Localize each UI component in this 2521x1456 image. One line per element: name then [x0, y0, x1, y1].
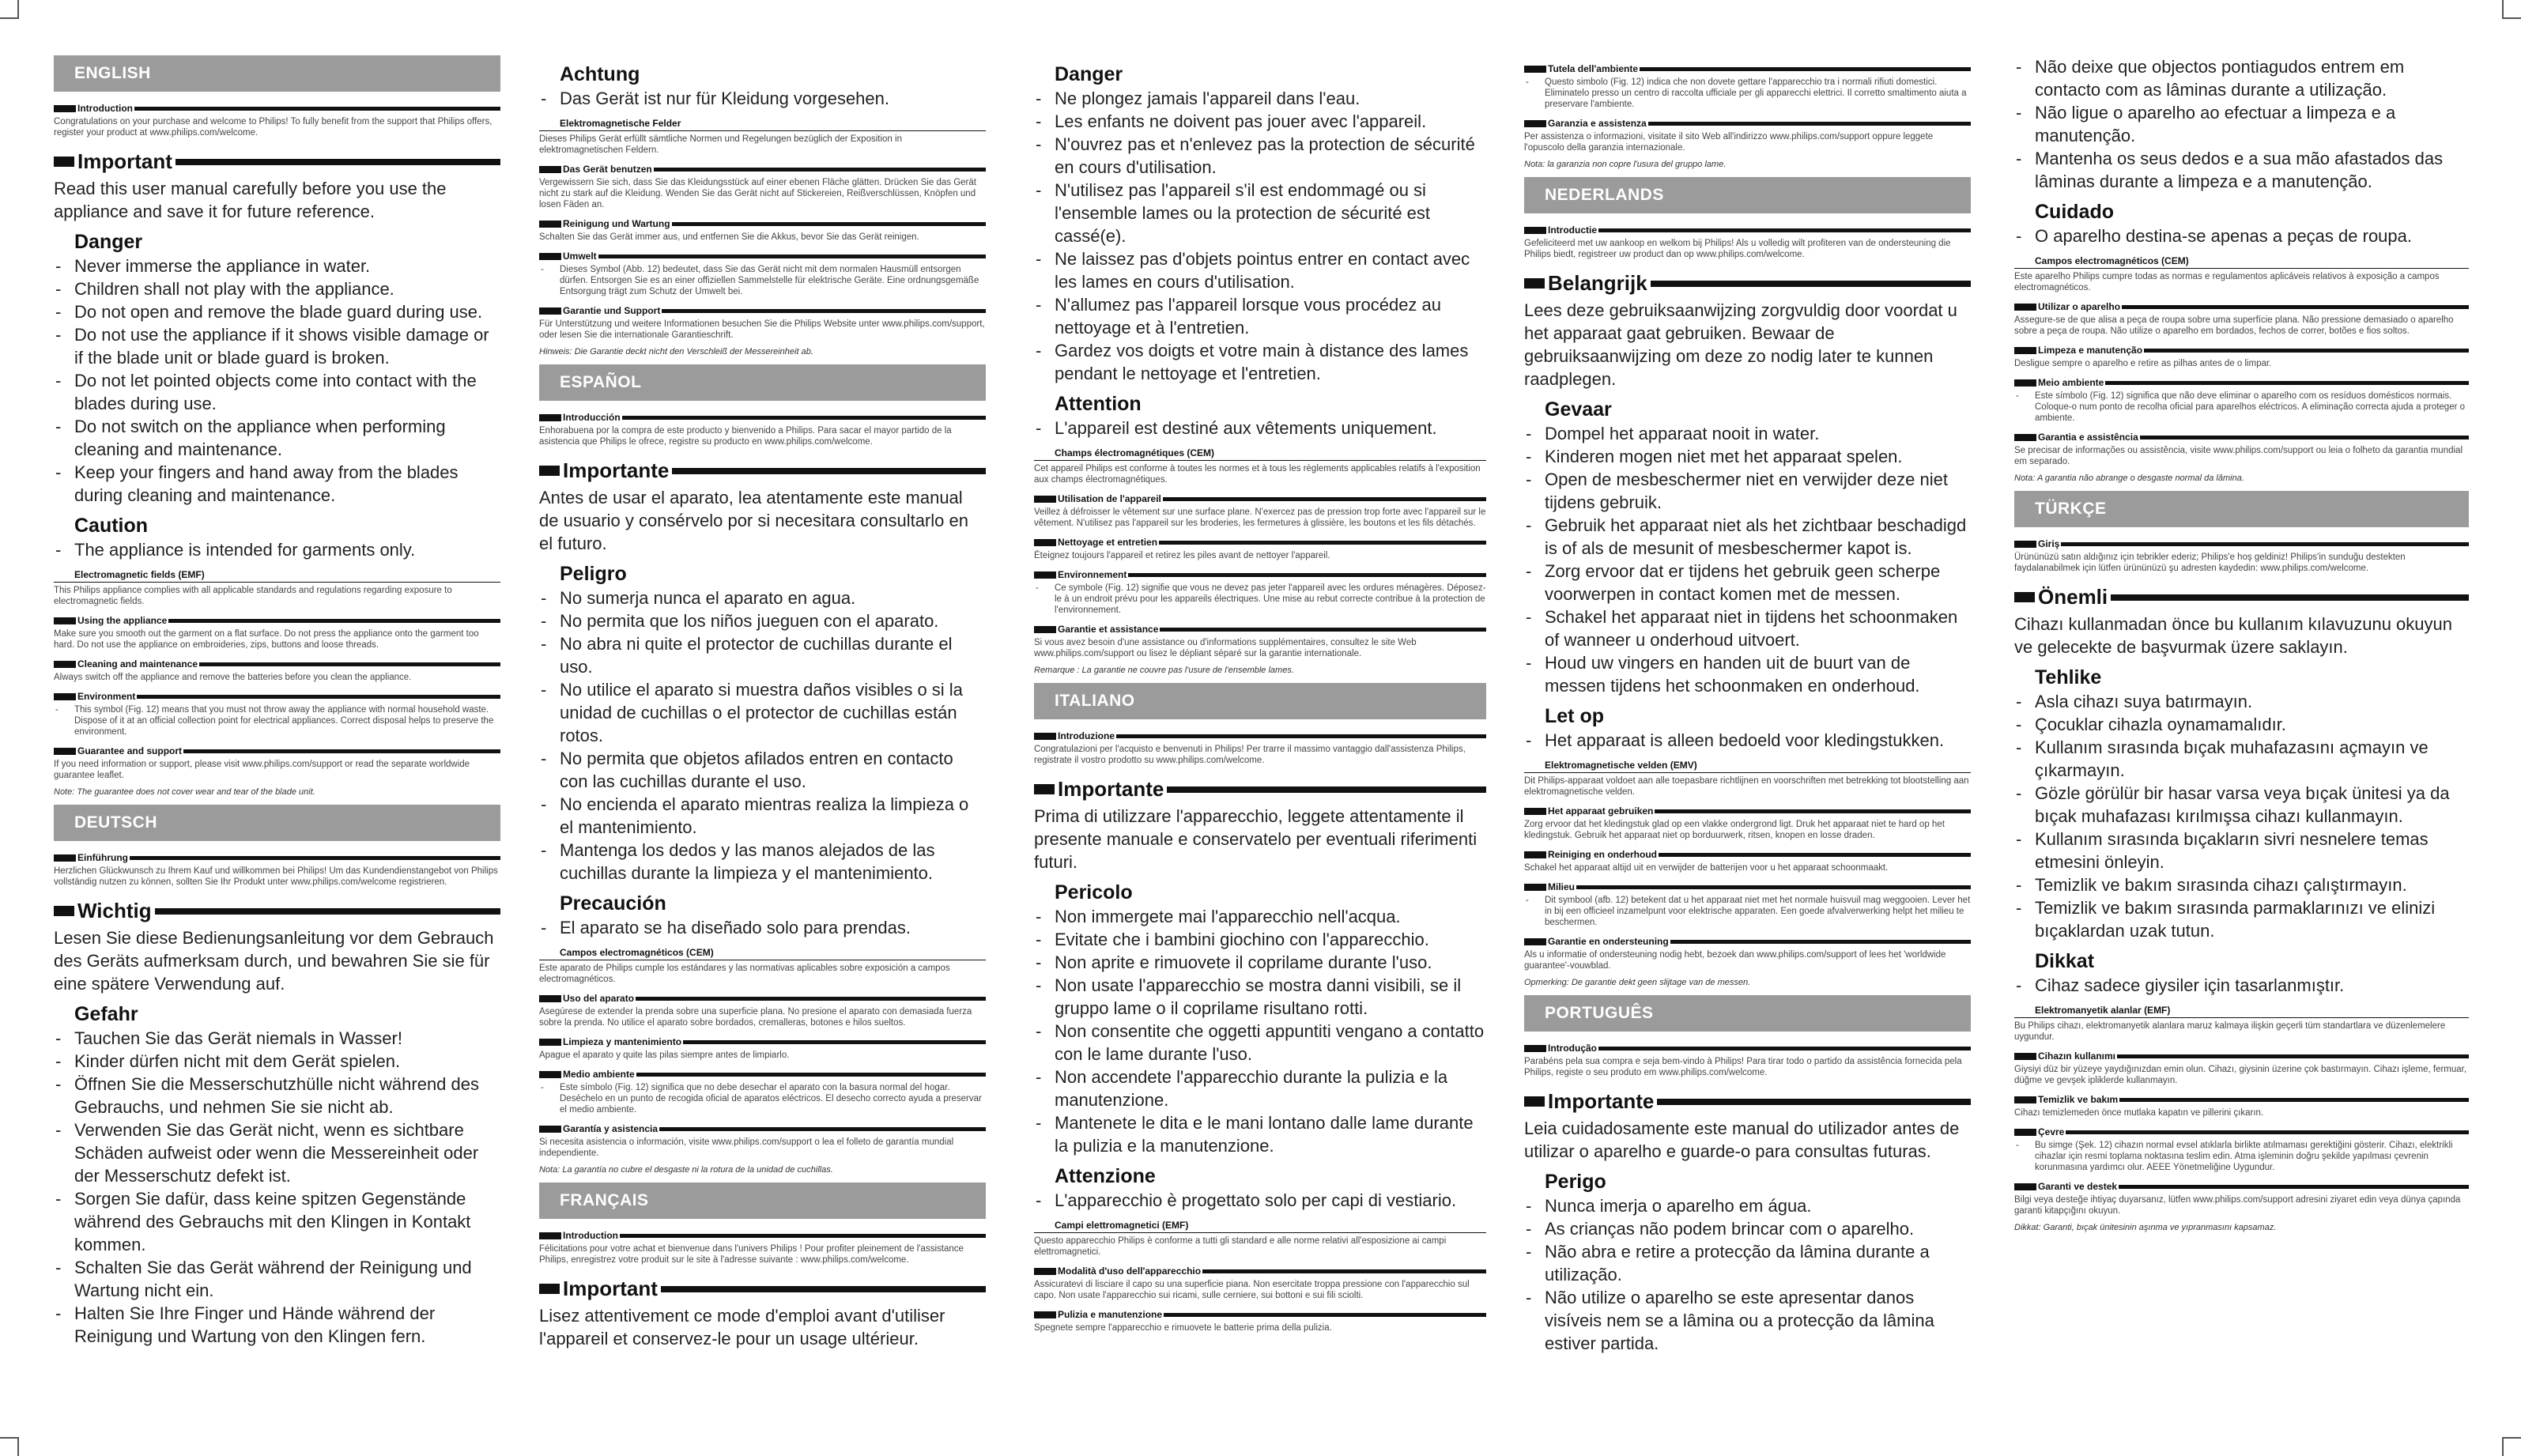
- warning-heading: Attenzione: [1055, 1165, 1156, 1187]
- section-heading: Elektromagnetische velden (EMV): [1524, 760, 1971, 773]
- section-heading: Het apparaat gebruiken: [1524, 805, 1971, 817]
- body-text: Asegúrese de extender la prenda sobre una superficie plana. No presione el aparato con demasiada fuerza sobre la prenda. No utilice el aparato sobre bordados, cremalleras, botones e hilos sueltos.: [539, 1007, 972, 1028]
- list-item: - Schalten Sie das Gerät während der Reinigung und Wartung nicht ein.: [54, 1256, 500, 1302]
- guarantee-note: Remarque : La garantie ne couvre pas l'usure de l'ensemble lames.: [1034, 666, 1294, 675]
- body-text: Dieses Philips Gerät erfüllt sämtliche Normen und Regelungen bezüglich der Exposition in elektromagnetischen Feldern.: [539, 134, 902, 155]
- body-text: Cihazı temizlemeden önce mutlaka kapatın ve pillerini çıkarın.: [2014, 1108, 2264, 1118]
- list-item: - Dit symbool (afb. 12) betekent dat u het apparaat niet met het normale huisvuil mag weggooien. Lever het in bij een officieel inzamelpunt voor elektrische apparaten. Een goede afvalverwerking helpt het milieu te beschermen.: [1524, 895, 1971, 928]
- section-heading: Giriş: [2014, 538, 2469, 549]
- important-heading: Important: [539, 1277, 986, 1301]
- body-text: Cet appareil Philips est conforme à toutes les normes et à tous les règlements applicables relatifs à l'exposition aux champs électromagnétiques.: [1034, 464, 1481, 485]
- crop-mark: [2502, 1437, 2504, 1456]
- instruction-list: [2014, 224, 2469, 247]
- instruction-list: [2014, 55, 2469, 193]
- section-heading: Uso del aparato: [539, 993, 986, 1004]
- section-heading: Introduzione: [1034, 730, 1486, 741]
- section-heading: Garantía y asistencia: [539, 1123, 986, 1134]
- list-item: - Kinderen mogen niet met het apparaat spelen.: [1524, 445, 1971, 468]
- instruction-list: [1524, 77, 1971, 110]
- warning-heading: Gefahr: [74, 1003, 138, 1025]
- list-item: - Do not switch on the appliance when performing cleaning and maintenance.: [54, 415, 500, 461]
- warning-heading: Peligro: [560, 563, 627, 585]
- guarantee-note: Nota: la garanzia non copre l'usura del gruppo lame.: [1524, 160, 1727, 169]
- guarantee-note: Hinweis: Die Garantie deckt nicht den Verschleiß der Messereinheit ab.: [539, 347, 813, 356]
- body-text: Always switch off the appliance and remove the batteries before you clean the appliance.: [54, 673, 412, 682]
- list-item: - Kinder dürfen nicht mit dem Gerät spielen.: [54, 1050, 500, 1073]
- list-item: - O aparelho destina-se apenas a peças de roupa.: [2014, 224, 2469, 247]
- crop-mark: [2502, 1437, 2521, 1439]
- section-heading: Pulizia e manutenzione: [1034, 1309, 1486, 1320]
- warning-heading: Danger: [74, 231, 143, 253]
- body-text: Zorg ervoor dat het kledingstuk glad op een vlakke ondergrond ligt. Druk het apparaat niet te hard op het kledingstuk. Gebruik het apparaat niet op borduurwerk, ritsen, knopen en losse draden.: [1524, 820, 1945, 840]
- crop-mark: [0, 1437, 19, 1439]
- guarantee-note: Nota: La garantía no cubre el desgaste ni la rotura de la unidad de cuchillas.: [539, 1165, 833, 1175]
- body-text: Schalten Sie das Gerät immer aus, und entfernen Sie die Akkus, bevor Sie das Gerät reinigen.: [539, 232, 919, 242]
- instruction-list: [539, 1082, 986, 1115]
- list-item: - N'ouvrez pas et n'enlevez pas la protection de sécurité en cours d'utilisation.: [1034, 133, 1486, 179]
- section-heading: Çevre: [2014, 1126, 2469, 1137]
- body-text: Félicitations pour votre achat et bienvenue dans l'univers Philips ! Pour profiter pleinement de l'assistance Philips, enregistrez votre produit sur le site à l'adresse suivante : www.philips.com/welcome.: [539, 1244, 964, 1265]
- list-item: - No permita que objetos afilados entren en contacto con las cuchillas durante el uso.: [539, 747, 986, 793]
- list-item: - No encienda el aparato mientras realiza la limpieza o el mantenimiento.: [539, 793, 986, 839]
- section-heading: Das Gerät benutzen: [539, 164, 986, 175]
- section-heading: Garanti ve destek: [2014, 1181, 2469, 1192]
- list-item: - Het apparaat is alleen bedoeld voor kledingstukken.: [1524, 729, 1971, 752]
- list-item: - N'allumez pas l'appareil lorsque vous procédez au nettoyage et à l'entretien.: [1034, 293, 1486, 339]
- important-text: Antes de usar el aparato, lea atentamente este manual de usuario y consérvelo por si necesitara consultarlo en el futuro.: [539, 488, 968, 553]
- section-heading: Utilizar o aparelho: [2014, 301, 2469, 312]
- body-text: Éteignez toujours l'appareil et retirez les piles avant de nettoyer l'appareil.: [1034, 551, 1330, 560]
- language-heading: TÜRKÇE: [2014, 491, 2469, 527]
- list-item: - Ce symbole (Fig. 12) signifie que vous ne devez pas jeter l'appareil avec les ordures ménagères. Déposez-le à un endroit prévu pour les appareils électriques. Une mise au rebut correcte contribue à la protection de l'environnement.: [1034, 583, 1486, 616]
- instruction-list: [1524, 729, 1971, 752]
- body-text: Ürününüzü satın aldığınız için tebrikler ederiz; Philips'e hoş geldiniz! Philips'in sunduğu destekten faydalanabilmek için lütfen ürününüzü şu adresten kaydedin: www.philips.com/welcome.: [2014, 553, 2406, 573]
- list-item: - Tauchen Sie das Gerät niemals in Wasser!: [54, 1027, 500, 1050]
- list-item: - Sorgen Sie dafür, dass keine spitzen Gegenstände während des Gebrauchs mit den Klingen in Kontakt kommen.: [54, 1187, 500, 1256]
- important-text: Lees deze gebruiksaanwijzing zorgvuldig door voordat u het apparaat gaat gebruiken. Bewaar de gebruiksaanwijzing om deze zo nodig later te kunnen raadplegen.: [1524, 300, 1957, 389]
- list-item: - Kullanım sırasında bıçakların sivri nesnelere temas etmesini önleyin.: [2014, 828, 2469, 873]
- section-heading: Utilisation de l'appareil: [1034, 493, 1486, 504]
- list-item: - No permita que los niños jueguen con el aparato.: [539, 609, 986, 632]
- section-heading: Garantie en ondersteuning: [1524, 936, 1971, 947]
- instruction-list: [54, 538, 500, 561]
- section-heading: Introducción: [539, 412, 986, 423]
- instruction-list: [539, 916, 986, 939]
- section-heading: Elektromagnetische Felder: [539, 118, 986, 131]
- list-item: - Não deixe que objectos pontiagudos entrem em contacto com as lâminas durante a utilização.: [2014, 55, 2469, 101]
- list-item: - As crianças não podem brincar com o aparelho.: [1524, 1217, 1971, 1240]
- section-heading: Introductie: [1524, 224, 1971, 236]
- manual-column-2: [539, 55, 986, 1352]
- warning-heading: Precaución: [560, 892, 666, 915]
- warning-heading: Dikkat: [2035, 950, 2095, 972]
- list-item: - This symbol (Fig. 12) means that you must not throw away the appliance with normal household waste. Dispose of it at an official collection point for electrical appliances. Correct disposal helps to preserve the environment.: [54, 704, 500, 737]
- list-item: - Mantenga los dedos y las manos alejados de las cuchillas durante la limpieza y el mantenimiento.: [539, 839, 986, 885]
- section-heading: Campi elettromagnetici (EMF): [1034, 1220, 1486, 1233]
- list-item: - L'apparecchio è progettato solo per capi di vestiario.: [1034, 1189, 1486, 1212]
- section-heading: Cleaning and maintenance: [54, 658, 500, 670]
- crop-mark: [17, 0, 19, 19]
- guarantee-note: Nota: A garantia não abrange o desgaste normal da lâmina.: [2014, 473, 2244, 483]
- section-heading: Limpieza y mantenimiento: [539, 1036, 986, 1047]
- body-text: This Philips appliance complies with all applicable standards and regulations regarding exposure to electromagnetic fields.: [54, 586, 452, 606]
- list-item: - Gözle görülür bir hasar varsa veya bıçak ünitesi ya da bıçak muhafazası kırılmışsa cihazı kullanmayın.: [2014, 782, 2469, 828]
- section-heading: Introdução: [1524, 1043, 1971, 1054]
- warning-heading: Gevaar: [1545, 398, 1612, 421]
- instruction-list: [2014, 390, 2469, 424]
- body-text: Este aparato de Philips cumple los estándares y las normativas aplicables sobre exposición a campos electromagnéticos.: [539, 964, 950, 984]
- body-text: Si necesita asistencia o información, visite www.philips.com/support o lea el folleto de garantía mundial independiente.: [539, 1137, 954, 1158]
- important-text: Read this user manual carefully before you use the appliance and save it for future reference.: [54, 179, 447, 221]
- section-heading: Garantia e assistência: [2014, 432, 2469, 443]
- list-item: - Houd uw vingers en handen uit de buurt van de messen tijdens het schoonmaken en onderhoud.: [1524, 651, 1971, 697]
- instruction-list: [2014, 690, 2469, 942]
- instruction-list: [539, 87, 986, 110]
- body-text: Veillez à défroisser le vêtement sur une surface plane. N'exercez pas de pression trop forte avec l'appareil sur le vêtement. N'utilisez pas l'appareil sur les broderies, les fermetures à glissière, les boutons et les fils détachés.: [1034, 507, 1486, 528]
- crop-mark: [0, 17, 19, 19]
- body-text: Congratulazioni per l'acquisto e benvenuti in Philips! Per trarre il massimo vantaggio dall'assistenza Philips, registrate il vostro prodotto su www.philips.com/welcome.: [1034, 745, 1466, 765]
- body-text: Desligue sempre o aparelho e retire as pilhas antes de o limpar.: [2014, 359, 2272, 368]
- section-heading: Guarantee and support: [54, 745, 500, 756]
- warning-heading: Perigo: [1545, 1171, 1606, 1193]
- list-item: - Cihaz sadece giysiler için tasarlanmıştır.: [2014, 974, 2469, 997]
- manual-column-4: [1524, 55, 1971, 1355]
- important-text: Lesen Sie diese Bedienungsanleitung vor dem Gebrauch des Geräts aufmerksam durch, und bewahren Sie sie für eine spätere Verwendung auf.: [54, 928, 494, 994]
- body-text: Bilgi veya desteğe ihtiyaç duyarsanız, lütfen www.philips.com/support adresini ziyaret edin veya dünya çapında garanti kitapçığını okuyun.: [2014, 1195, 2461, 1216]
- language-heading: NEDERLANDS: [1524, 177, 1971, 213]
- instruction-list: [1034, 417, 1486, 439]
- list-item: - Halten Sie Ihre Finger und Hände während der Reinigung und Wartung von den Klingen fern.: [54, 1302, 500, 1348]
- body-text: Questo apparecchio Philips è conforme a tutti gli standard e alle norme relativi all'esposizione ai campi elettromagnetici.: [1034, 1236, 1447, 1257]
- section-heading: Introduction: [539, 1230, 986, 1241]
- warning-heading: Danger: [1055, 63, 1123, 85]
- instruction-list: [1034, 905, 1486, 1157]
- list-item: - Non aprite e rimuovete il coprilame durante l'uso.: [1034, 951, 1486, 974]
- section-heading: Garantie et assistance: [1034, 624, 1486, 635]
- body-text: Gefeliciteerd met uw aankoop en welkom bij Philips! Als u volledig wilt profiteren van de ondersteuning die Philips biedt, registreer uw product dan op www.philips.com/welcome.: [1524, 239, 1951, 259]
- list-item: - Ne plongez jamais l'appareil dans l'eau.: [1034, 87, 1486, 110]
- list-item: - Gardez vos doigts et votre main à distance des lames pendant le nettoyage et l'entretien.: [1034, 339, 1486, 385]
- crop-mark: [2502, 0, 2504, 19]
- body-text: Congratulations on your purchase and welcome to Philips! To fully benefit from the support that Philips offers, register your product at www.philips.com/welcome.: [54, 117, 493, 138]
- list-item: - Never immerse the appliance in water.: [54, 255, 500, 277]
- body-text: Vergewissern Sie sich, dass Sie das Kleidungsstück auf einer ebenen Fläche glätten. Drücken Sie das Gerät nicht zu stark auf die Kleidung. Wenden Sie das Gerät nicht auf Stickereien, Reißverschlüssen, Knöpfen und losen Fäden an.: [539, 178, 976, 209]
- section-heading: Electromagnetic fields (EMF): [54, 569, 500, 583]
- guarantee-note: Opmerking: De garantie dekt geen slijtage van de messen.: [1524, 978, 1751, 987]
- body-text: Herzlichen Glückwunsch zu Ihrem Kauf und willkommen bei Philips! Um das Kundendienstangebot von Philips vollständig nutzen zu können, sollten Sie Ihr Produkt unter www.philips.com/welcome registrieren.: [54, 866, 498, 887]
- body-text: Assegure-se de que alisa a peça de roupa sobre uma superfície plana. Não pressione demasiado o aparelho sobre a peça de roupa. Não utilize o aparelho em bordados, fechos de correr, botões e fios soltos.: [2014, 315, 2454, 336]
- body-text: Apague el aparato y quite las pilas siempre antes de limpiarlo.: [539, 1051, 790, 1060]
- instruction-list: [1034, 1189, 1486, 1212]
- list-item: - Não ligue o aparelho ao efectuar a limpeza e a manutenção.: [2014, 101, 2469, 147]
- list-item: - Do not let pointed objects come into contact with the blades during use.: [54, 369, 500, 415]
- language-heading: PORTUGUÊS: [1524, 995, 1971, 1032]
- section-heading: Nettoyage et entretien: [1034, 537, 1486, 548]
- language-heading: ESPAÑOL: [539, 364, 986, 401]
- body-text: Als u informatie of ondersteuning nodig hebt, bezoek dan www.philips.com/support of lees het 'worldwide guarantee'-vouwblad.: [1524, 950, 1946, 971]
- list-item: - Non immergete mai l'apparecchio nell'acqua.: [1034, 905, 1486, 928]
- body-text: Parabéns pela sua compra e seja bem-vindo à Philips! Para tirar todo o partido da assistência fornecida pela Philips, registe o seu produto em www.philips.com/welcome.: [1524, 1057, 1962, 1077]
- instruction-list: [1034, 583, 1486, 616]
- language-heading: ITALIANO: [1034, 683, 1486, 719]
- list-item: - Este símbolo (Fig. 12) significa que não deve eliminar o aparelho com os resíduos domésticos normais. Coloque-o num ponto de recolha oficial para aparelhos eléctricos. A eliminação correcta ajuda a proteger o ambiente.: [2014, 390, 2469, 424]
- section-heading: Environnement: [1034, 569, 1486, 580]
- list-item: - Öffnen Sie die Messerschutzhülle nicht während des Gebrauchs, und nehmen Sie sie nicht ab.: [54, 1073, 500, 1118]
- instruction-list: [54, 1027, 500, 1348]
- section-heading: Campos electromagnéticos (CEM): [2014, 255, 2469, 269]
- list-item: - No utilice el aparato si muestra daños visibles o si la unidad de cuchillas o el protector de cuchillas están rotos.: [539, 678, 986, 747]
- section-heading: Elektromanyetik alanlar (EMF): [2014, 1005, 2469, 1018]
- body-text: Dit Philips-apparaat voldoet aan alle toepasbare richtlijnen en voorschriften met betrekking tot blootstelling aan elektromagnetische velden.: [1524, 776, 1969, 797]
- list-item: - Mantenha os seus dedos e a sua mão afastados das lâminas durante a limpeza e a manutenção.: [2014, 147, 2469, 193]
- section-heading: Modalità d'uso dell'apparecchio: [1034, 1266, 1486, 1277]
- body-text: Assicuratevi di lisciare il capo su una superficie piana. Non esercitate troppa pressione con l'apparecchio sul capo. Non usate l'apparecchio sui ricami, sulle cerniere, sui bottoni e sui fili sciolti.: [1034, 1280, 1470, 1300]
- warning-heading: Tehlike: [2035, 666, 2102, 688]
- list-item: - N'utilisez pas l'appareil s'il est endommagé ou si l'ensemble lames ou la protection de sécurité est cassé(e).: [1034, 179, 1486, 247]
- list-item: - Dompel het apparaat nooit in water.: [1524, 422, 1971, 445]
- important-text: Cihazı kullanmadan önce bu kullanım kılavuzunu okuyun ve gelecekte de başvurmak üzere saklayın.: [2014, 614, 2452, 657]
- section-heading: Garantie und Support: [539, 305, 986, 316]
- list-item: - Asla cihazı suya batırmayın.: [2014, 690, 2469, 713]
- list-item: - Questo simbolo (Fig. 12) indica che non dovete gettare l'apparecchio tra i normali rifiuti domestici. Eliminatelo presso un centro di raccolta ufficiale per gli apparecchi elettrici. Il corretto smaltimento aiuta a preservare l'ambiente.: [1524, 77, 1971, 110]
- section-heading: Einführung: [54, 852, 500, 863]
- section-heading: Environment: [54, 691, 500, 702]
- body-text: Per assistenza o informazioni, visitate il sito Web all'indirizzo www.philips.com/support oppure leggete l'opuscolo della garanzia internazionale.: [1524, 132, 1934, 153]
- important-heading: Importante: [539, 458, 986, 483]
- list-item: - Schakel het apparaat niet in tijdens het schoonmaken of wanneer u onderhoud uitvoert.: [1524, 605, 1971, 651]
- warning-heading: Cuidado: [2035, 201, 2114, 223]
- list-item: - Temizlik ve bakım sırasında cihazı çalıştırmayın.: [2014, 873, 2469, 896]
- list-item: - Non accendete l'apparecchio durante la pulizia e la manutenzione.: [1034, 1066, 1486, 1111]
- instruction-list: [2014, 974, 2469, 997]
- important-text: Lisez attentivement ce mode d'emploi avant d'utiliser l'appareil et conservez-le pour un usage ultérieur.: [539, 1306, 945, 1348]
- body-text: Make sure you smooth out the garment on a flat surface. Do not press the appliance onto the garment too hard. Do not use the appliance on embroideries, zips, buttons and loose threads.: [54, 629, 479, 650]
- list-item: - Este símbolo (Fig. 12) significa que no debe desechar el aparato con la basura normal del hogar. Deséchelo en un punto de recogida oficial de aparatos eléctricos. El desecho correcto ayuda a preservar el medio ambiente.: [539, 1082, 986, 1115]
- important-heading: Important: [54, 149, 500, 174]
- list-item: - The appliance is intended for garments only.: [54, 538, 500, 561]
- list-item: - Keep your fingers and hand away from the blades during cleaning and maintenance.: [54, 461, 500, 507]
- important-heading: Belangrijk: [1524, 271, 1971, 296]
- list-item: - Não utilize o aparelho se este apresentar danos visíveis nem se a lâmina ou a protecção da lâmina estiver partida.: [1524, 1286, 1971, 1355]
- section-heading: Meio ambiente: [2014, 377, 2469, 388]
- section-heading: Reiniging en onderhoud: [1524, 849, 1971, 860]
- section-heading: Milieu: [1524, 881, 1971, 892]
- section-heading: Cihazın kullanımı: [2014, 1051, 2469, 1062]
- instruction-list: [539, 264, 986, 297]
- important-heading: Importante: [1034, 777, 1486, 802]
- body-text: If you need information or support, please visit www.philips.com/support or read the separate worldwide guarantee leaflet.: [54, 760, 470, 780]
- body-text: Si vous avez besoin d'une assistance ou d'informations supplémentaires, consultez le site Web www.philips.com/support ou lisez le dépliant séparé sur la garantie internationale.: [1034, 638, 1417, 658]
- crop-mark: [2502, 17, 2521, 19]
- list-item: - Bu simge (Şek. 12) cihazın normal evsel atıklarla birlikte atılmaması gerektiğini gösterir. Cihazı, elektrikli cihazlar için resmi toplama noktasına teslim edin. Atma işleminin doğru şekilde yapılması çevrenin korunmasına yardımcı olur. AEEE Yönetmeliğine Uygundur.: [2014, 1140, 2469, 1173]
- list-item: - Non consentite che oggetti appuntiti vengano a contatto con le lame durante l'uso.: [1034, 1020, 1486, 1066]
- important-text: Prima di utilizzare l'apparecchio, leggete attentamente il presente manuale e conservatelo per eventuali riferimenti futuri.: [1034, 806, 1478, 872]
- list-item: - Evitate che i bambini giochino con l'apparecchio.: [1034, 928, 1486, 951]
- list-item: - Gebruik het apparaat niet als het zichtbaar beschadigd is of als de mesunit of mesbeschermer kapot is.: [1524, 514, 1971, 560]
- section-heading: Reinigung und Wartung: [539, 218, 986, 229]
- list-item: - Do not use the appliance if it shows visible damage or if the blade unit or blade guard is broken.: [54, 323, 500, 369]
- section-heading: Temizlik ve bakım: [2014, 1094, 2469, 1105]
- body-text: Für Unterstützung und weitere Informationen besuchen Sie die Philips Website unter www.philips.com/support, oder lesen Sie die internationale Garantieschrift.: [539, 319, 985, 340]
- list-item: - Les enfants ne doivent pas jouer avec l'appareil.: [1034, 110, 1486, 133]
- section-heading: Introduction: [54, 103, 500, 114]
- body-text: Bu Philips cihazı, elektromanyetik alanlara maruz kalmaya ilişkin geçerli tüm standartlara ve düzenlemelere uygundur.: [2014, 1021, 2446, 1042]
- section-heading: Champs électromagnétiques (CEM): [1034, 447, 1486, 461]
- language-heading: FRANÇAIS: [539, 1183, 986, 1219]
- list-item: - Ne laissez pas d'objets pointus entrer en contact avec les lames en cours d'utilisation.: [1034, 247, 1486, 293]
- section-heading: Umwelt: [539, 251, 986, 262]
- important-heading: Importante: [1524, 1089, 1971, 1114]
- body-text: Schakel het apparaat altijd uit en verwijder de batterijen voor u het apparaat schoonmaakt.: [1524, 863, 1889, 873]
- body-text: Este aparelho Philips cumpre todas as normas e regulamentos aplicáveis relativos à exposição a campos electromagnéticos.: [2014, 272, 2440, 292]
- warning-heading: Let op: [1545, 705, 1604, 727]
- list-item: - El aparato se ha diseñado solo para prendas.: [539, 916, 986, 939]
- instruction-list: [1524, 1194, 1971, 1355]
- body-text: Spegnete sempre l'apparecchio e rimuovete le batterie prima della pulizia.: [1034, 1323, 1332, 1333]
- manual-column-1: [54, 55, 500, 1348]
- list-item: - Zorg ervoor dat er tijdens het gebruik geen scherpe voorwerpen in contact komen met de messen.: [1524, 560, 1971, 605]
- body-text: Giysiyi düz bir yüzeye yaydığınızdan emin olun. Cihazı, giysinin üzerine çok bastırmayın. Cihazı işleme, fermuar, düğme ve gevşek ipliklerde kullanmayın.: [2014, 1065, 2467, 1085]
- language-heading: DEUTSCH: [54, 805, 500, 841]
- section-heading: Medio ambiente: [539, 1069, 986, 1080]
- important-heading: Wichtig: [54, 899, 500, 923]
- list-item: - Verwenden Sie das Gerät nicht, wenn es sichtbare Schäden aufweist oder wenn die Messereinheit oder der Messerschutz defekt ist.: [54, 1118, 500, 1187]
- instruction-list: [2014, 1140, 2469, 1173]
- warning-heading: Attention: [1055, 393, 1142, 415]
- instruction-list: [1524, 895, 1971, 928]
- instruction-list: [1524, 422, 1971, 697]
- list-item: - Dieses Symbol (Abb. 12) bedeutet, dass Sie das Gerät nicht mit dem normalen Hausmüll entsorgen dürfen. Entsorgen Sie es an einer offiziellen Sammelstelle für elektrische Geräte. Eine ordnungsgemäße Entsorgung trägt zum Schutz der Umwelt bei.: [539, 264, 986, 297]
- section-heading: Campos electromagnéticos (CEM): [539, 947, 986, 960]
- list-item: - Não abra e retire a protecção da lâmina durante a utilização.: [1524, 1240, 1971, 1286]
- section-heading: Limpeza e manutenção: [2014, 345, 2469, 356]
- section-heading: Using the appliance: [54, 615, 500, 626]
- list-item: - Children shall not play with the appliance.: [54, 277, 500, 300]
- list-item: - Non usate l'apparecchio se mostra danni visibili, se il gruppo lame o il coprilame risultano rotti.: [1034, 974, 1486, 1020]
- list-item: - L'appareil est destiné aux vêtements uniquement.: [1034, 417, 1486, 439]
- warning-heading: Caution: [74, 515, 149, 537]
- instruction-list: [54, 255, 500, 507]
- important-heading: Önemli: [2014, 585, 2469, 609]
- instruction-list: [539, 587, 986, 885]
- section-heading: Tutela dell'ambiente: [1524, 63, 1971, 74]
- list-item: - Open de mesbeschermer niet en verwijder deze niet tijdens gebruik.: [1524, 468, 1971, 514]
- list-item: - Çocuklar cihazla oynamamalıdır.: [2014, 713, 2469, 736]
- list-item: - Nunca imerja o aparelho em água.: [1524, 1194, 1971, 1217]
- list-item: - Kullanım sırasında bıçak muhafazasını açmayın ve çıkarmayın.: [2014, 736, 2469, 782]
- important-text: Leia cuidadosamente este manual do utilizador antes de utilizar o aparelho e guarde-o para consultas futuras.: [1524, 1118, 1960, 1161]
- body-text: Se precisar de informações ou assistência, visite www.philips.com/support ou leia o folheto da garantia mundial em separado.: [2014, 446, 2463, 466]
- manual-column-5: [2014, 55, 2469, 1240]
- list-item: - Mantenete le dita e le mani lontano dalle lame durante la pulizia e la manutenzione.: [1034, 1111, 1486, 1157]
- list-item: - No sumerja nunca el aparato en agua.: [539, 587, 986, 609]
- instruction-list: [1034, 87, 1486, 385]
- list-item: - Das Gerät ist nur für Kleidung vorgesehen.: [539, 87, 986, 110]
- guarantee-note: Dikkat: Garanti, bıçak ünitesinin aşınma ve yıpranmasını kapsamaz.: [2014, 1223, 2277, 1232]
- language-heading: ENGLISH: [54, 55, 500, 92]
- section-heading: Garanzia e assistenza: [1524, 118, 1971, 129]
- body-text: Enhorabuena por la compra de este producto y bienvenido a Philips. Para sacar el mayor partido de la asistencia que Philips le ofrece, registre su producto en www.philips.com/welcome.: [539, 426, 952, 447]
- guarantee-note: Note: The guarantee does not cover wear and tear of the blade unit.: [54, 787, 315, 797]
- warning-heading: Pericolo: [1055, 881, 1133, 903]
- list-item: - Temizlik ve bakım sırasında parmaklarınızı ve elinizi bıçaklardan uzak tutun.: [2014, 896, 2469, 942]
- warning-heading: Achtung: [560, 63, 640, 85]
- list-item: - No abra ni quite el protector de cuchillas durante el uso.: [539, 632, 986, 678]
- instruction-list: [54, 704, 500, 737]
- crop-mark: [17, 1437, 19, 1456]
- list-item: - Do not open and remove the blade guard during use.: [54, 300, 500, 323]
- manual-column-3: [1034, 55, 1486, 1333]
